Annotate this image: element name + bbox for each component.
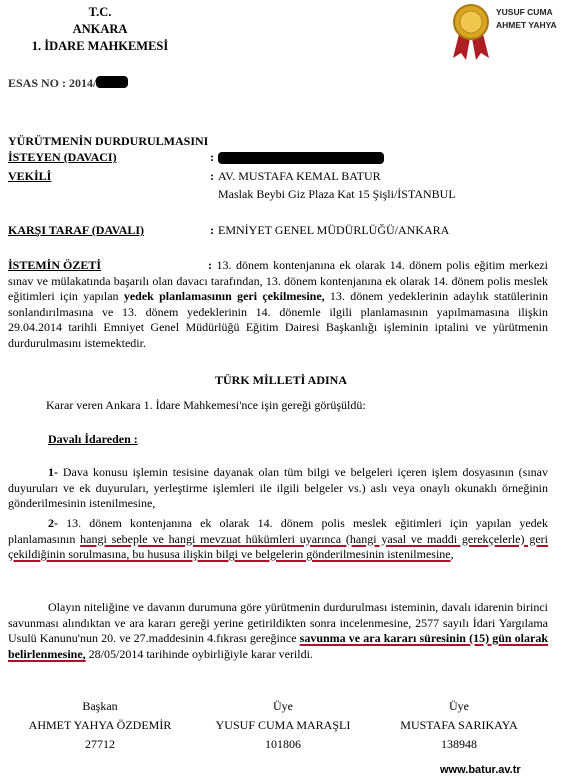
- signature-role: Üye: [273, 699, 293, 713]
- attorney-label: VEKİLİ: [8, 169, 52, 183]
- request-summary: [8, 258, 548, 351]
- item-2-text-a: 13. dönem kontenjanına ek olarak 14. dönem polis meslek eğitimleri için yapılan yedek planlamasının: [8, 516, 548, 546]
- from-defendant-heading: Davalı İdareden :: [48, 432, 138, 446]
- defendant-name: EMNİYET GENEL MÜDÜRLÜĞÜ/ANKARA: [218, 223, 450, 237]
- signature-block: [374, 697, 544, 754]
- signature-block: [198, 697, 368, 754]
- medal-icon: [446, 2, 496, 62]
- defendant-label: KARŞI TARAF (DAVALI): [8, 223, 145, 237]
- summary-text-bold: yedek planlamasının geri çekilmesine,: [123, 289, 325, 303]
- court-header: [0, 4, 200, 55]
- case-number-value: 2014/: [69, 76, 97, 90]
- signature-role: Başkan: [82, 699, 118, 713]
- header-tc: T.C.: [88, 5, 112, 19]
- ruling-intro: Karar veren Ankara 1. İdare Mahkemesi'nce işin gereği görüşüldü:: [46, 398, 366, 412]
- header-court: 1. İDARE MAHKEMESİ: [31, 39, 169, 53]
- signature-name: YUSUF CUMA MARAŞLI: [215, 718, 351, 732]
- item-1-text: Dava konusu işlemin tesisine dayanak olan tüm bilgi ve belgeleri içeren işlem dosyasının (sınav duyuruları ve ek duyuruları, yerleştirme işlemleri ile ilgili belgeler vs.) aslı veya onaylı okunaklı örneğinin gönderilmesinin istenilmesine,: [8, 465, 548, 510]
- attorney-colon: :: [210, 169, 214, 183]
- item-2-end: ,: [450, 547, 454, 561]
- redacted-plaintiff-name: [218, 152, 384, 164]
- summary-text-a: 13. dönem kontenjanına ek olarak 14. dönem polis eğitim merkezi sınav ve mülakatında başarılı olan davacı tarafından, 13. dönem kontenjanına ek olarak 14. dönem polis meslek eğitimleri için yapılan: [8, 258, 548, 303]
- decision-paragraph: [8, 600, 548, 662]
- ruling-item-1: [8, 465, 548, 512]
- ruling-item-2: [8, 516, 548, 563]
- attorney-name: AV. MUSTAFA KEMAL BATUR: [218, 169, 381, 183]
- signature-block: [15, 697, 185, 754]
- summary-label: İSTEMİN ÖZETİ: [8, 258, 102, 272]
- signature-id: 138948: [441, 737, 477, 751]
- badge-name-2: AHMET YAHYA: [496, 20, 557, 30]
- item-2-highlighted: hangi sebeple ve hangi mevzuat hükümleri uyarınca (hangi yasal ve maddi gerekçelerle) geri çekildiğinin sorulmasına, bu hususa ilişkin bilgi ve belgelerin gönderilmesinin istenilmesine: [8, 531, 548, 561]
- signature-role: Üye: [449, 699, 469, 713]
- signature-id: 27712: [85, 737, 115, 751]
- signature-name: MUSTAFA SARIKAYA: [400, 718, 518, 732]
- header-city: ANKARA: [72, 22, 128, 36]
- item-2-number: 2-: [48, 516, 58, 530]
- summary-colon: :: [208, 258, 212, 272]
- decision-highlighted: savunma ve ara kararı süresinin (15) gün olarak belirlenmesine,: [8, 631, 549, 661]
- case-number: [8, 76, 128, 91]
- decision-text-a: Olayın niteliğine ve davanın durumuna göre yürütmenin durdurulması isteminin, davalı idarenin birinci savunması alındıktan ve ara kararı gereği yerine getirildikten sonra incelenmesine, 2577 sayılı İdari Yargılama Usulü Kanunu'nun 20. ve 27.maddesinin 4.fıkrası gereğince: [8, 600, 548, 645]
- ruling-heading: TÜRK MİLLETİ ADINA: [214, 373, 348, 387]
- case-number-label: ESAS NO :: [8, 76, 67, 90]
- request-title: YÜRÜTMENİN DURDURULMASINI: [8, 134, 209, 148]
- decision-text-b: 28/05/2014 tarihinde oybirliğiyle karar verildi.: [85, 646, 313, 661]
- footer-website: www.batur.av.tr: [440, 764, 521, 776]
- signature-id: 101806: [265, 737, 301, 751]
- redacted-case-number: [96, 76, 128, 88]
- defendant-colon: :: [210, 223, 214, 237]
- summary-text-b: 13. dönem yedeklerinin adaylık statülerinin sonlandırılmasına ve 13. dönem yedeklerinin 14. dönemle ilgili planlamasının yapılmamasına ilişkin 29.04.2014 tarihli Emniyet Genel Müdürlüğü Eğitim Dairesi Başkanlığı işleminin iptalini ve yürütmenin durdurulmasını istemektedir.: [8, 289, 548, 350]
- badge-names: [496, 6, 557, 32]
- item-1-number: 1-: [48, 465, 58, 479]
- plaintiff-colon: :: [210, 150, 214, 164]
- plaintiff-label: İSTEYEN (DAVACI): [8, 150, 117, 164]
- badge-name-1: YUSUF CUMA: [496, 7, 553, 17]
- attorney-address: Maslak Beybi Giz Plaza Kat 15 Şişli/İSTANBUL: [218, 187, 456, 201]
- signature-name: AHMET YAHYA ÖZDEMİR: [28, 718, 172, 732]
